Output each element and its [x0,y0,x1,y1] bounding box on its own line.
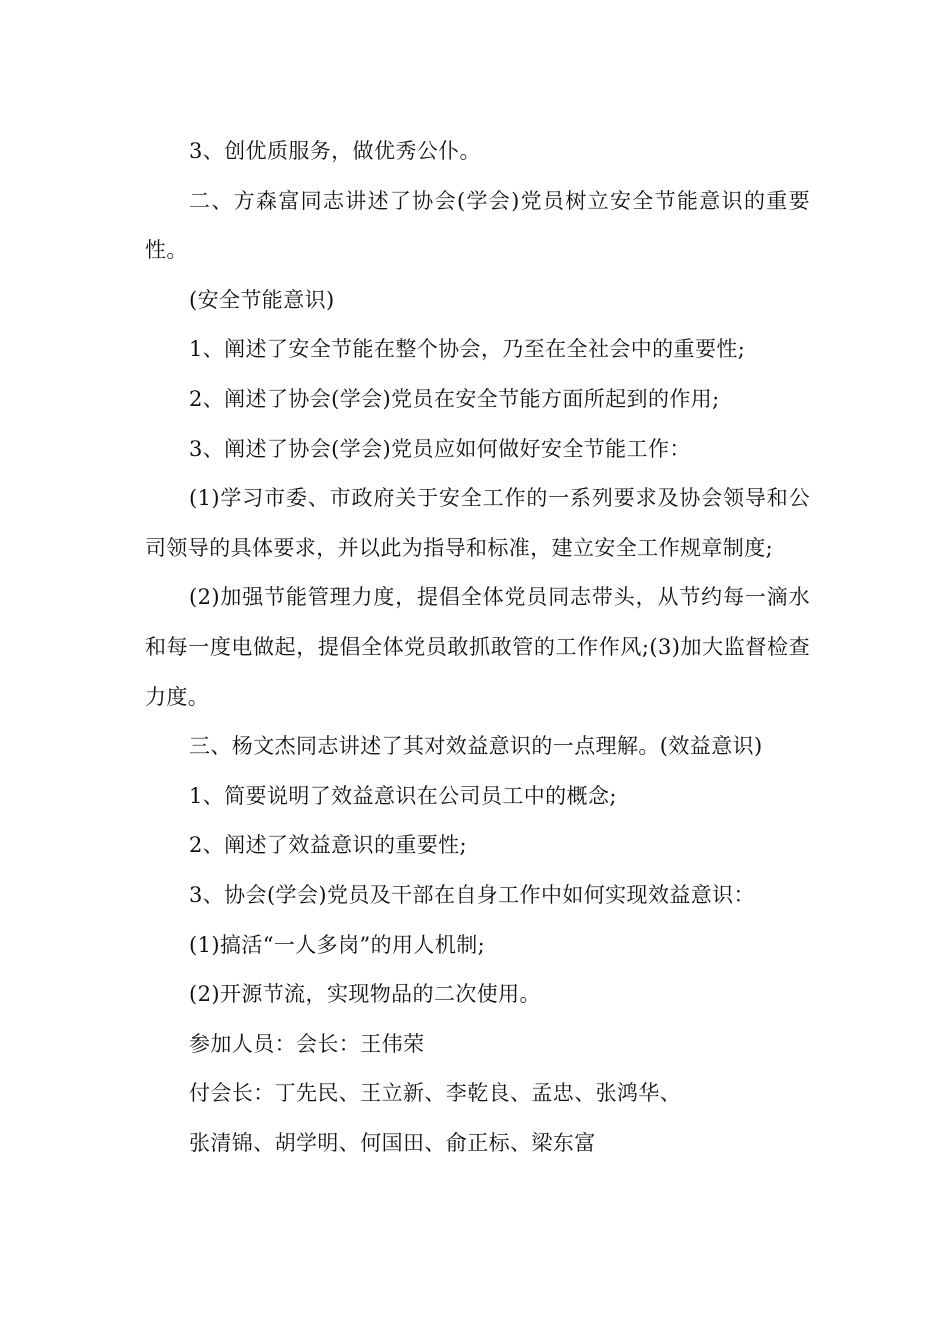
paragraph-2: 二、方森富同志讲述了协会(学会)党员树立安全节能意识的重要性。 [145,188,810,263]
paragraph-12: 3、协会(学会)党员及干部在自身工作中如何实现效益意识： [189,882,755,907]
paragraph-6: 3、阐述了协会(学会)党员应如何做好安全节能工作： [189,436,691,461]
paragraph-15: 参加人员：会长：王伟荣 [189,1031,425,1056]
paragraph-1: 3、创优质服务，做优秀公仆。 [189,139,481,163]
paragraph-7: (1)学习市委、市政府关于安全工作的一系列要求及协会领导和公司领导的具体要求，并以此为指导和标准，建立安全工作规章制度; [145,486,810,560]
paragraph-9: 三、杨文杰同志讲述了其对效益意识的一点理解。(效益意识) [189,734,763,759]
paragraph-13: (1)搞活“一人多岗”的用人机制; [189,932,486,957]
document-body [145,127,810,1168]
paragraph-16: 付会长：丁先民、王立新、李乾良、孟忠、张鸿华、 [189,1081,682,1106]
paragraph-14: (2)开源节流，实现物品的二次使用。 [189,982,541,1007]
paragraph-5: 2、阐述了协会(学会)党员在安全节能方面所起到的作用; [189,386,720,411]
paragraph-3: (安全节能意识) [189,287,335,312]
paragraph-10: 1、简要说明了效益意识在公司员工中的概念; [189,783,617,808]
paragraph-11: 2、阐述了效益意识的重要性; [189,833,468,858]
paragraph-8: (2)加强节能管理力度，提倡全体党员同志带头，从节约每一滴水和每一度电做起，提倡全体党员敢抓敢管的工作作风;(3)加大监督检查力度。 [145,585,810,709]
paragraph-17: 张清锦、胡学明、何国田、俞正标、梁东富 [189,1130,596,1155]
paragraph-4: 1、阐述了安全节能在整个协会，乃至在全社会中的重要性; [189,337,746,362]
